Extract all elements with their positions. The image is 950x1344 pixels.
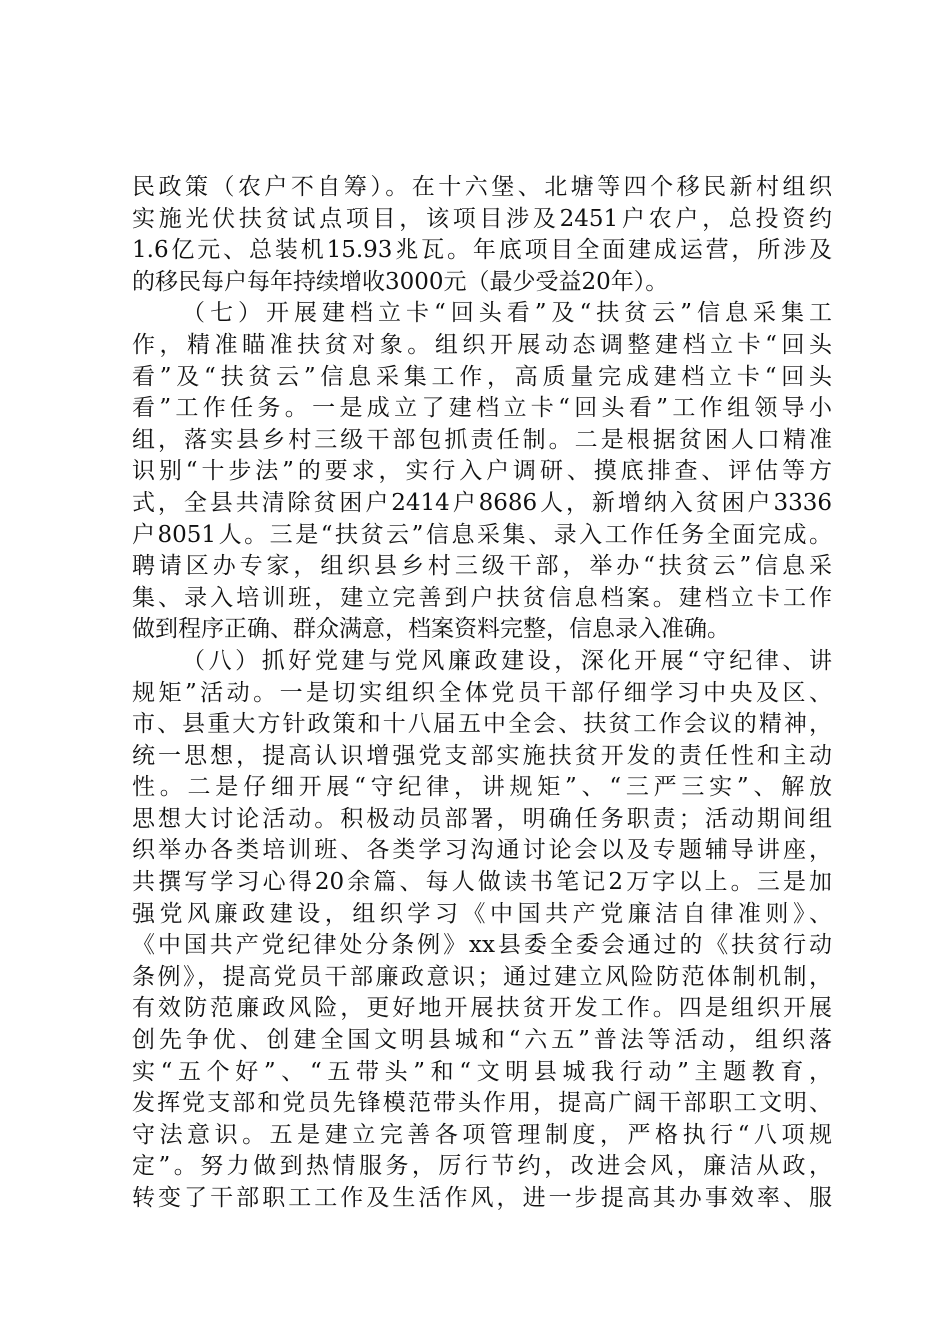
text-line: 1.6亿元、总装机15.93兆瓦。年底项目全面建成运营，所涉及 [132,237,832,264]
text-line: 实施光伏扶贫试点项目，该项目涉及2451户农户，总投资约 [132,205,832,232]
text-line: 发挥党支部和党员先锋模范带头作用，提高广阔干部职工文明、 [132,1090,832,1117]
text-line: 统一思想，提高认识增强党支部实施扶贫开发的责任性和主动 [132,742,832,769]
text-line: 看”工作任务。一是成立了建档立卡“回头看”工作组领导小 [132,395,832,422]
text-line: 作，精准瞄准扶贫对象。组织开展动态调整建档立卡“回头 [132,331,832,358]
text-line: 有效防范廉政风险，更好地开展扶贫开发工作。四是组织开展 [132,995,832,1022]
text-line: 户8051人。三是“扶贫云”信息采集、录入工作任务全面完成。 [132,521,832,548]
text-line: 创先争优、创建全国文明县城和“六五”普法等活动，组织落 [132,1027,832,1054]
text-line: 组，落实县乡村三级干部包抓责任制。二是根据贫困人口精准 [132,426,832,453]
text-line: 识别“十步法”的要求，实行入户调研、摸底排查、评估等方 [132,458,832,485]
text-line: 实“五个好”、“五带头”和“文明县城我行动”主题教育， [132,1058,832,1085]
text-line: 守法意识。五是建立完善各项管理制度，严格执行“八项规 [132,1121,832,1148]
text-line: 民政策（农户不自筹）。在十六堡、北塘等四个移民新村组织 [132,174,832,200]
text-line: 条例》，提高党员干部廉政意识；通过建立风险防范体制机制， [132,963,832,990]
text-line: 集、录入培训班，建立完善到户扶贫信息档案。建档立卡工作 [132,584,832,611]
text-line: 看”及“扶贫云”信息采集工作，高质量完成建档立卡“回头 [132,363,832,390]
text-line: 性。二是仔细开展“守纪律，讲规矩”、“三严三实”、解放 [132,774,832,801]
text-line: 规矩”活动。一是切实组织全体党员干部仔细学习中央及区、 [132,679,832,706]
text-line: 的移民每户每年持续增收3000元（最少受益20年）。 [132,268,669,295]
text-line: 强党风廉政建设，组织学习《中国共产党廉洁自律准则》、 [132,900,832,927]
text-line: 织举办各类培训班、各类学习沟通讨论会以及专题辅导讲座， [132,837,832,864]
document-body [132,172,832,1215]
text-line: 思想大讨论活动。积极动员部署，明确任务职责；活动期间组 [132,805,832,832]
text-line: 式，全县共清除贫困户2414户8686人，新增纳入贫困户3336 [132,489,832,516]
text-line: 共撰写学习心得20余篇、每人做读书笔记2万字以上。三是加 [132,869,832,896]
text-line: 定”。努力做到热情服务，厉行节约，改进会风，廉洁从政， [132,1153,832,1180]
paragraph-heading-line: （八）抓好党建与党风廉政建设，深化开展“守纪律、讲 [182,647,832,674]
paragraph-heading-line: （七）开展建档立卡“回头看”及“扶贫云”信息采集工 [182,300,832,327]
text-line: 聘请区办专家，组织县乡村三级干部，举办“扶贫云”信息采 [132,553,832,580]
text-line: 转变了干部职工工作及生活作风，进一步提高其办事效率、服 [132,1185,832,1211]
text-line: 做到程序正确、群众满意，档案资料完整，信息录入准确。 [132,616,730,643]
text-line: 《中国共产党纪律处分条例》xx县委全委会通过的《扶贫行动 [132,932,832,959]
text-line: 市、县重大方针政策和十八届五中全会、扶贫工作会议的精神， [132,711,832,738]
